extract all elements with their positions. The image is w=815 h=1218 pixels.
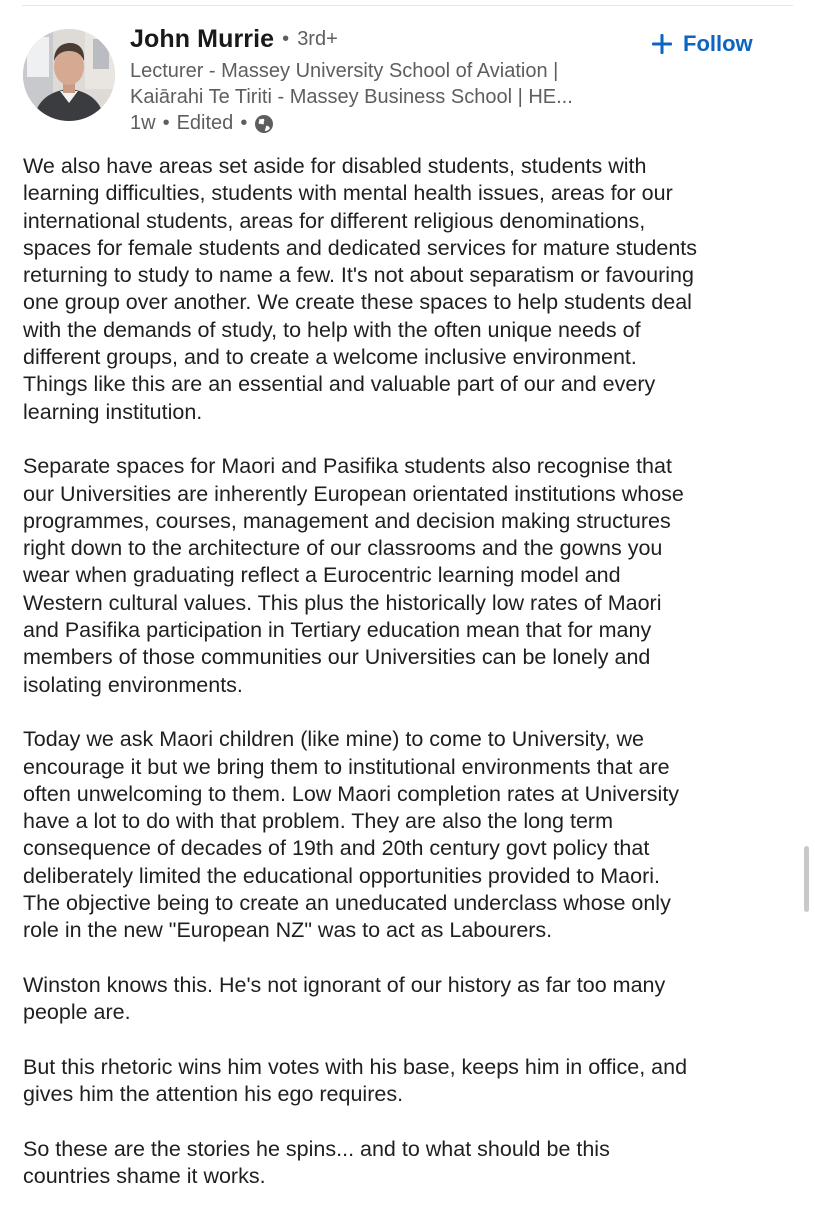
meta-separator: • [240, 111, 248, 134]
post-line: Separate spaces for Maori and Pasifika students also recognise that [23, 454, 672, 479]
connection-degree: 3rd+ [297, 27, 338, 50]
post-line: programmes, courses, management and decision making structures [23, 508, 671, 533]
post-paragraph [23, 726, 798, 944]
post-line: consequence of decades of 19th and 20th century govt policy that [23, 836, 650, 861]
avatar[interactable] [23, 29, 115, 121]
post-line: learning institution. [23, 399, 203, 424]
post-meta [130, 110, 650, 136]
post-line: gives him the attention his ego requires. [23, 1082, 404, 1107]
follow-button[interactable] [650, 27, 753, 61]
post-paragraph [23, 972, 798, 1027]
post-line: We also have areas set aside for disabled students, students with [23, 154, 647, 178]
post-line: Things like this are an essential and valuable part of our and every [23, 372, 656, 397]
post-paragraph [23, 153, 798, 426]
plus-icon [650, 32, 674, 56]
post-paragraph [23, 1136, 798, 1191]
follow-label: Follow [683, 31, 753, 56]
post-line: with the demands of study, to help with the often unique needs of [23, 317, 641, 342]
name-separator: • [282, 27, 290, 50]
post-line: our Universities are inherently European orientated institutions whose [23, 481, 684, 506]
post-line: So these are the stories he spins... and to what should be this [23, 1136, 610, 1161]
post-line: different groups, and to create a welcome inclusive environment. [23, 345, 637, 370]
author-info [130, 22, 650, 136]
post-line: people are. [23, 1000, 131, 1025]
post-line: wear when graduating reflect a Eurocentric learning model and [23, 563, 621, 588]
post-line: members of those communities our Universities can be lonely and [23, 645, 651, 670]
post-body [23, 153, 798, 1218]
post-line: Western cultural values. This plus the historically low rates of Maori [23, 590, 662, 615]
post-line: spaces for female students and dedicated services for mature students [23, 235, 698, 260]
post-line: learning difficulties, students with mental health issues, areas for our [23, 181, 673, 206]
post-time: 1w [130, 111, 156, 134]
post-line: The objective being to create an uneducated underclass whose only [23, 891, 671, 916]
post-paragraph [23, 1054, 798, 1109]
post-line: isolating environments. [23, 672, 243, 697]
post-line: often unwelcoming to them. Low Maori completion rates at University [23, 781, 680, 806]
post-line: countries shame it works. [23, 1163, 266, 1188]
post-line: deliberately limited the educational opportunities provided to Maori. [23, 863, 661, 888]
globe-icon [254, 114, 274, 134]
avatar-photo [23, 29, 115, 121]
post-line: international students, areas for different religious denominations, [23, 208, 646, 233]
scrollbar-thumb[interactable] [804, 846, 809, 912]
post-line: encourage it but we bring them to institutional environments that are [23, 754, 670, 779]
post-line: one group over another. We create these spaces to help students deal [23, 290, 692, 315]
post-line: returning to study to name a few. It's not about separatism or favouring [23, 263, 694, 288]
post-line: Today we ask Maori children (like mine) to come to University, we [23, 727, 644, 752]
meta-separator: • [162, 111, 170, 134]
post-paragraph [23, 453, 798, 699]
headline-line: Kaiārahi Te Tiriti - Massey Business School | HE... [130, 86, 573, 108]
post-line: Winston knows this. He's not ignorant of our history as far too many [23, 972, 666, 997]
post-line: and Pasifika participation in Tertiary education mean that for many [23, 618, 652, 643]
post-line: But this rhetoric wins him votes with his base, keeps him in office, and [23, 1054, 688, 1079]
edited-label: Edited [176, 111, 234, 134]
headline-line: Lecturer - Massey University School of Aviation | [130, 60, 559, 82]
post-line: have a lot to do with that problem. They are also the long term [23, 809, 613, 834]
post-line: role in the new "European NZ" was to act as Labourers. [23, 918, 553, 943]
author-headline[interactable] [130, 58, 630, 110]
author-name[interactable]: John Murrie [130, 24, 275, 53]
post-line: right down to the architecture of our classrooms and the gowns you [23, 536, 663, 561]
post-header [0, 0, 815, 140]
name-row [130, 22, 650, 56]
